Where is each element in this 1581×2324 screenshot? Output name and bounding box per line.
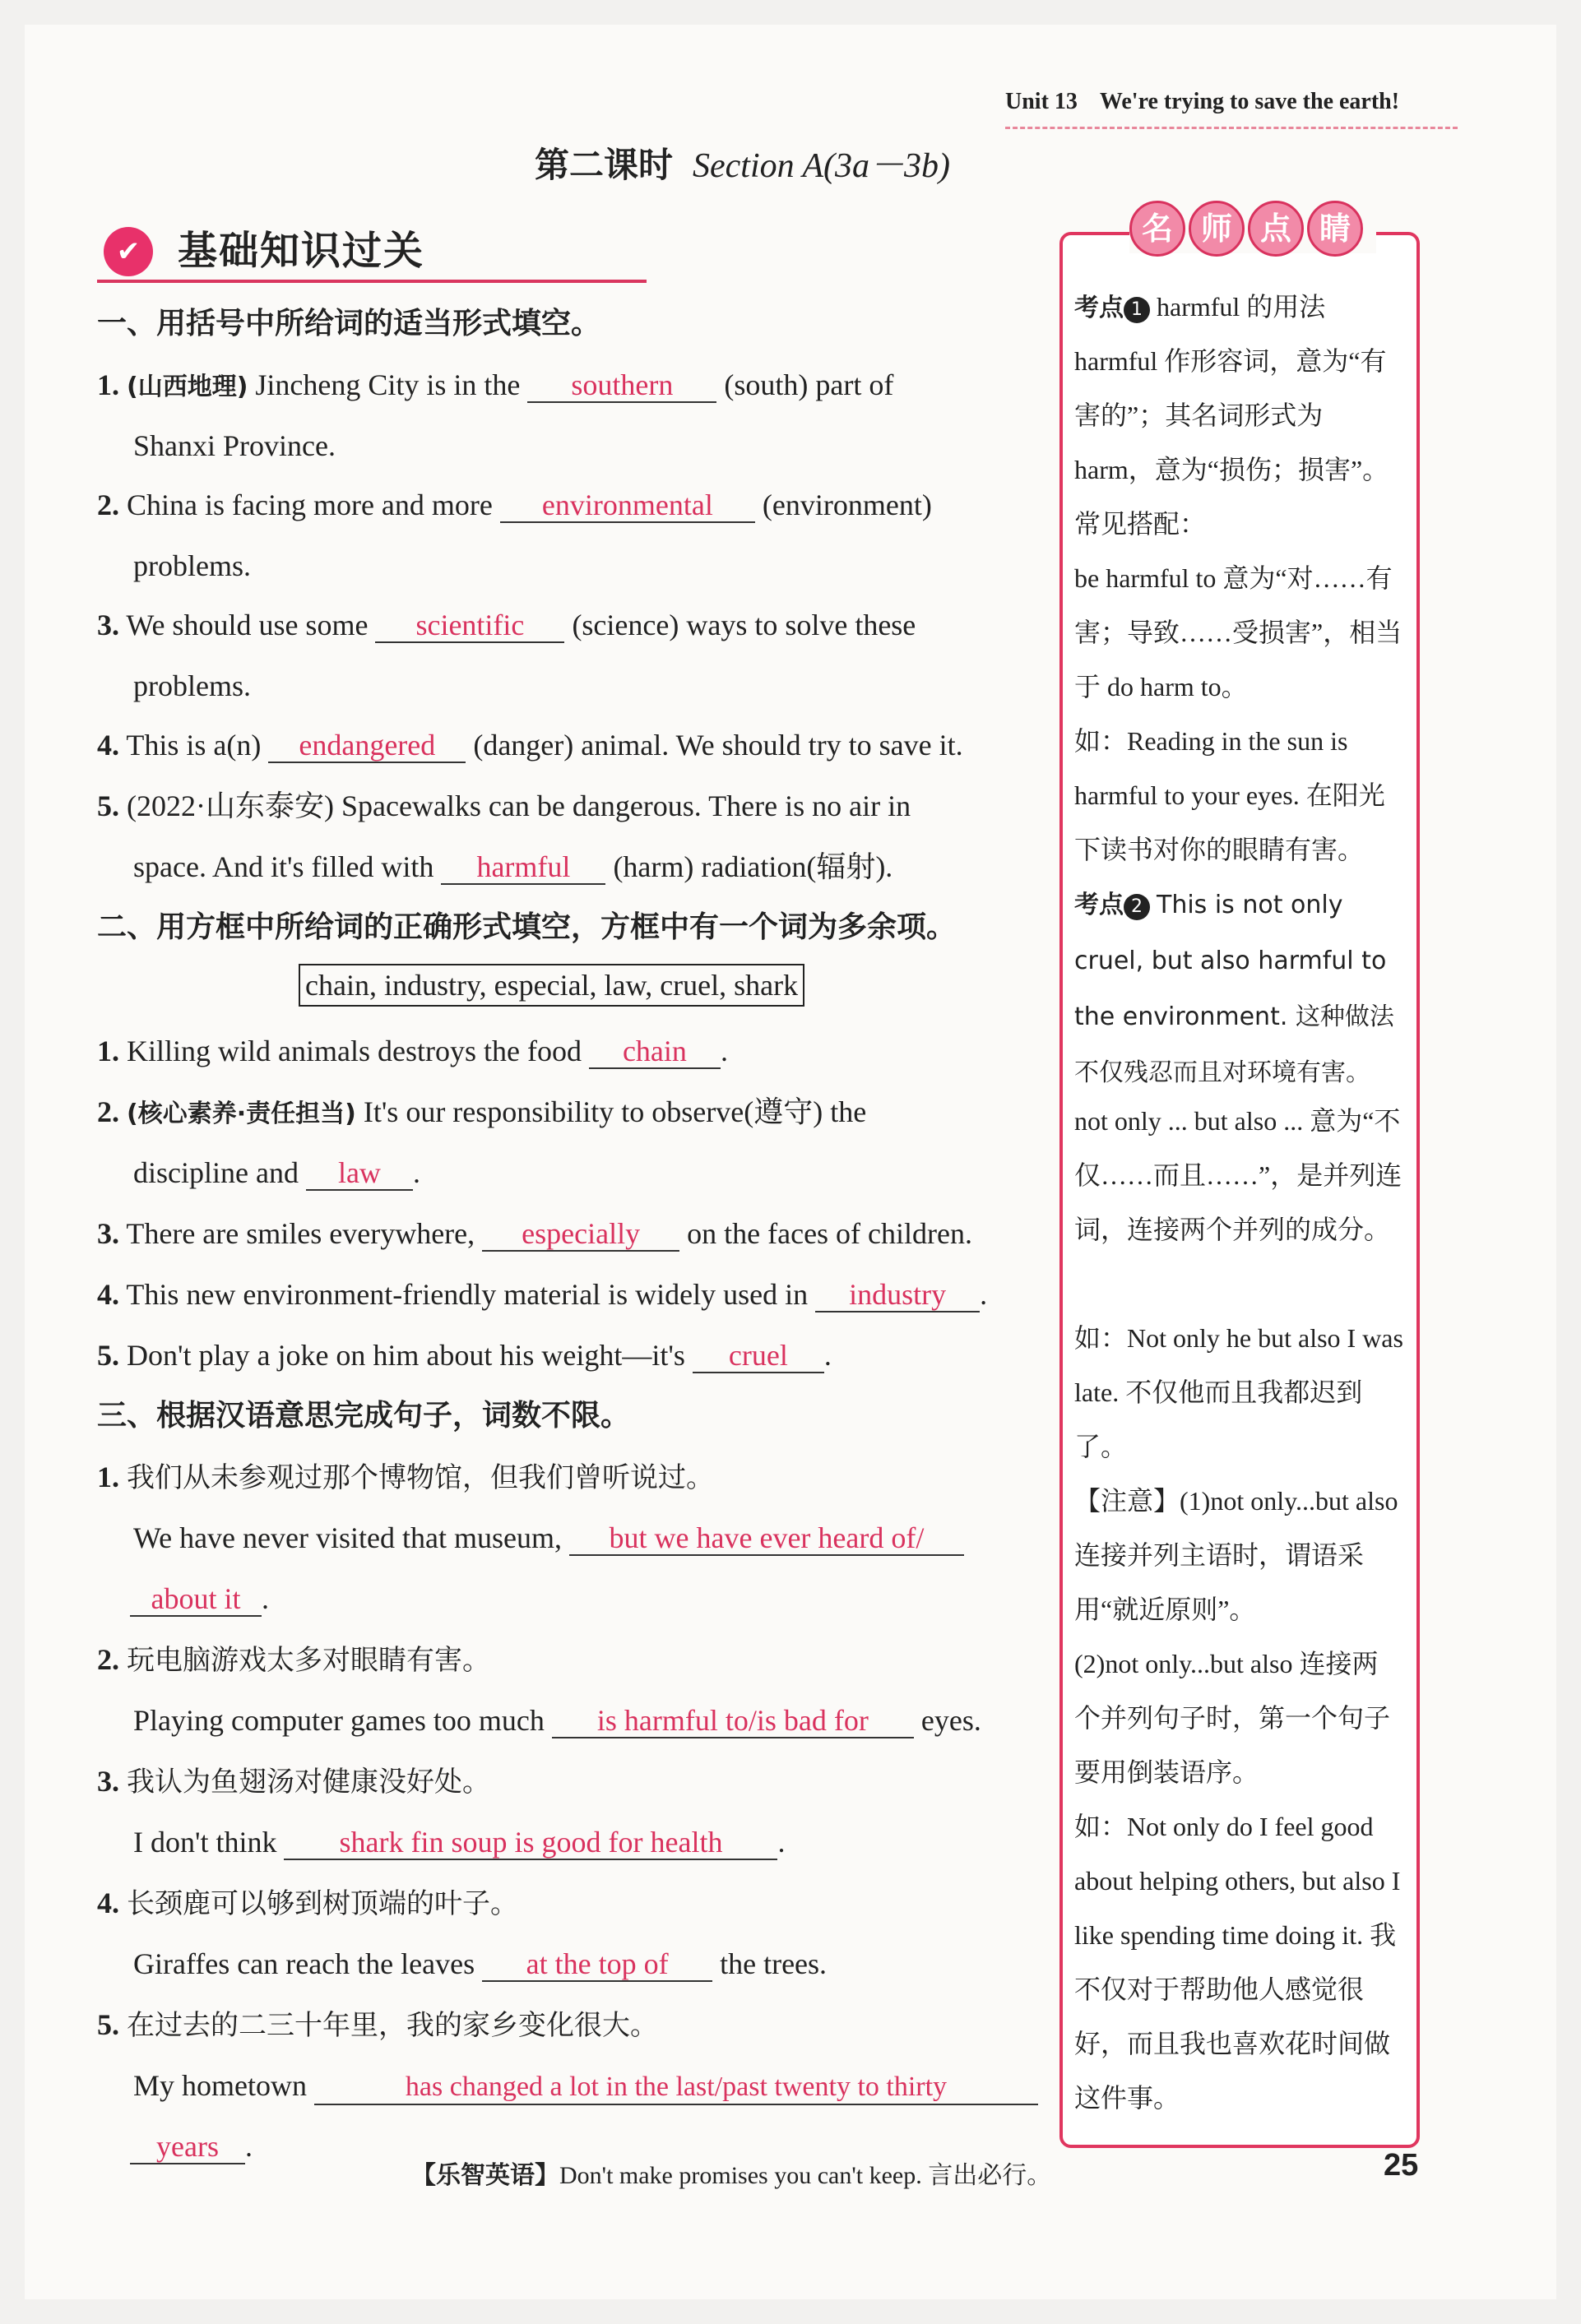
answer-blank[interactable]: harmful [441,850,605,885]
item-text: discipline and [133,1156,299,1189]
answer-blank[interactable]: scientific [375,609,564,643]
item-text: It's our responsibility to observe(遵守) the [363,1095,867,1128]
item-text: on the faces of children. [687,1217,972,1250]
item-tag: (核心素养·责任担当) [127,1100,356,1128]
item-number: 4. [97,1887,119,1919]
part2-item-5 [97,1336,1058,1375]
item-number: 1. [97,368,119,401]
panel-note-1 [1074,280,1403,336]
part1-item-5 [97,786,1058,826]
answer-blank[interactable]: has changed a lot in the last/past twenty to thirty [314,2071,1038,2105]
part2-item-2 [97,1092,1058,1134]
part3-item-3-en [133,1822,1094,1862]
item-number: 1. [97,1035,119,1067]
panel-note-5 [1074,877,1403,1100]
part1-item-3-line2: problems. [133,669,251,702]
part3-item-3-cn [97,1762,1058,1802]
item-text: China is facing more and more [127,488,493,521]
item-chinese: 我们从未参观过那个博物馆，但我们曾听说过。 [127,1461,714,1494]
lesson-number: 第二课时 [535,145,674,185]
section-banner [97,224,647,281]
lesson-title [535,138,950,187]
part1-item-2-line2: problems. [133,549,251,582]
panel-title-char: 睛 [1307,201,1363,257]
lesson-section: Section A(3a－3b) [693,147,951,185]
part1-heading: 一、用括号中所给词的适当形式填空。 [97,307,601,340]
answer-blank[interactable]: law [306,1156,413,1191]
item-number: 3. [97,1765,119,1798]
part3-item-4-cn [97,1883,1058,1924]
answer-blank[interactable]: but we have ever heard of/ [569,1521,964,1556]
answer-blank[interactable]: endangered [268,729,466,763]
key-point-label: 考点 [1074,294,1124,322]
part3-item-5-cn [97,2005,1058,2045]
part2-heading: 二、用方框中所给词的正确形式填空，方框中有一个词为多余项。 [97,910,957,944]
item-text: This new environment-friendly material is widely used in [126,1278,809,1311]
panel-title-char: 点 [1248,201,1304,257]
item-number: 5. [97,1339,119,1372]
item-number: 2. [97,488,119,521]
panel-note-7: 如：Not only he but also I was late. 不仅他而且我都迟到了。 [1074,1323,1403,1461]
part3-heading: 三、根据汉语意思完成句子，词数不限。 [97,1399,631,1433]
item-text: (2022·山东泰安) Spacewalks can be dangerous. There is no air in [127,789,911,822]
part2-item-1 [97,1031,1058,1071]
item-text: . [823,1339,832,1372]
note-text: This is not only cruel, but also harmful to the environment. 这种做法不仅残忍而且对环境有害。 [1074,891,1394,1087]
unit-title: We're trying to save the earth! [1099,89,1400,114]
item-number: 5. [97,2008,119,2041]
item-text: Don't play a joke on him about his weight—it's [127,1339,685,1372]
item-chinese: 玩电脑游戏太多对眼睛有害。 [127,1644,490,1677]
panel-title-char: 名 [1129,201,1185,257]
item-text: . [980,1278,988,1311]
item-text: We should use some [126,609,369,641]
answer-blank[interactable]: at the top of [482,1947,712,1982]
key-point-label: 考点 [1074,891,1124,919]
item-text: eyes. [920,1704,981,1737]
part3-item-5-en [133,2066,1094,2105]
part2-item-3 [97,1214,1058,1253]
answer-blank[interactable]: southern [527,368,716,403]
page-number: 25 [1384,2148,1419,2183]
part1-item-1-line2: Shanxi Province. [133,429,336,462]
running-header [1005,89,1399,115]
header-divider [1005,127,1458,129]
answer-blank[interactable]: chain [589,1035,721,1069]
item-text: I don't think [133,1826,277,1859]
panel-note-3: be harmful to 意为“对……有害；导致……受损害”，相当于 do harm to。 [1074,563,1402,701]
part1-item-4 [97,725,1058,765]
item-text: . [720,1035,728,1067]
key-point-number: 1 [1124,297,1150,323]
answer-blank[interactable]: about it [130,1582,262,1617]
item-text: . [245,2130,253,2163]
part3-item-2-cn [97,1640,1058,1680]
part3-item-1-en2 [130,1579,1091,1618]
part2-item-4 [97,1275,1058,1314]
item-text: (environment) [762,488,932,521]
item-number: 1. [97,1461,119,1493]
word-box: chain, industry, especial, law, cruel, shark [299,964,804,1007]
footer [411,2155,1051,2191]
item-number: 4. [97,1278,119,1311]
footer-quote-cn: 言出必行。 [928,2161,1052,2190]
note-text: harmful 的用法 [1157,292,1326,322]
answer-blank[interactable]: is harmful to/is bad for [552,1704,914,1738]
panel-title [1129,201,1376,253]
item-text: Jincheng City is in the [255,368,521,401]
item-number: 3. [97,609,119,641]
part1-item-3 [97,605,1058,645]
answer-blank[interactable]: especially [482,1217,679,1252]
item-chinese: 在过去的二三十年里，我的家乡变化很大。 [127,2009,658,2042]
item-chinese: 长颈鹿可以够到树顶端的叶子。 [127,1887,518,1920]
item-text: We have never visited that museum, [133,1521,562,1554]
item-text: My hometown [133,2069,307,2102]
item-text: . [777,1826,786,1859]
footer-brand: 【乐智英语】 [411,2161,559,2190]
panel-title-char: 师 [1189,201,1245,257]
item-number: 2. [97,1095,119,1128]
item-text: There are smiles everywhere, [126,1217,475,1250]
item-chinese: 我认为鱼翅汤对健康没好处。 [127,1766,490,1799]
item-text: space. And it's filled with [133,850,434,883]
item-number: 5. [97,789,119,822]
item-number: 4. [97,729,119,762]
item-text: Killing wild animals destroys the food [127,1035,582,1067]
banner-title: 基础知识过关 [178,228,425,274]
key-point-number: 2 [1124,894,1150,920]
panel-note-8: 【注意】(1)not only...but also 连接并列主语时，谓语采用“就近原则”。 [1074,1486,1398,1624]
item-number: 2. [97,1643,119,1676]
panel-note-9: (2)not only...but also 连接两个并列句子时，第一个句子要用倒装语序。 [1074,1649,1391,1787]
part3-item-1-en [133,1518,1094,1558]
part1-item-2 [97,485,1058,525]
item-text: This is a(n) [126,729,262,762]
item-text: Playing computer games too much [133,1704,545,1737]
part1-item-1 [97,365,1058,407]
item-text: . [262,1582,269,1615]
part3-item-4-en [133,1944,1094,1984]
panel-note-6: not only ... but also ... 意为“不仅……而且……”，是并列连词，连接两个并列的成分。 [1074,1106,1402,1244]
answer-blank[interactable]: shark fin soup is good for health [284,1826,777,1860]
panel-note-10: 如：Not only do I feel good about helping others, but also I like spending time doing it. 我不仅对于帮助他人感觉很好，而且我也喜欢花时间做这件事。 [1074,1812,1401,2113]
answer-blank[interactable]: years [130,2130,245,2164]
item-tag: (山西地理) [127,373,248,401]
footer-quote: Don't make promises you can't keep. [559,2162,922,2189]
item-number: 3. [97,1217,119,1250]
item-text: Giraffes can reach the leaves [133,1947,475,1980]
part1-item-5-line2 [133,847,1094,887]
item-text: . [412,1156,420,1189]
item-text: the trees. [720,1947,828,1980]
panel-note-2: harmful 作形容词，意为“有害的”；其名词形式为 harm，意为“损伤；损害”。常见搭配： [1074,346,1389,539]
part3-item-1-cn [97,1457,1058,1498]
panel-note-4: 如：Reading in the sun is harmful to your eyes. 在阳光下读书对你的眼睛有害。 [1074,726,1385,864]
unit-label: Unit 13 [1005,89,1078,114]
answer-blank[interactable]: cruel [693,1339,824,1373]
part2-item-2-line2 [133,1153,1094,1192]
answer-blank[interactable]: environmental [500,488,755,523]
item-text: (harm) radiation(辐射). [613,850,893,883]
item-text: (south) part of [724,368,894,401]
item-text: (danger) animal. We should try to save it. [473,729,963,762]
item-text: (science) ways to solve these [572,609,916,641]
heart-check-icon: ✔ [104,227,153,276]
part3-item-2-en [133,1701,1094,1740]
answer-blank[interactable]: industry [815,1278,980,1312]
